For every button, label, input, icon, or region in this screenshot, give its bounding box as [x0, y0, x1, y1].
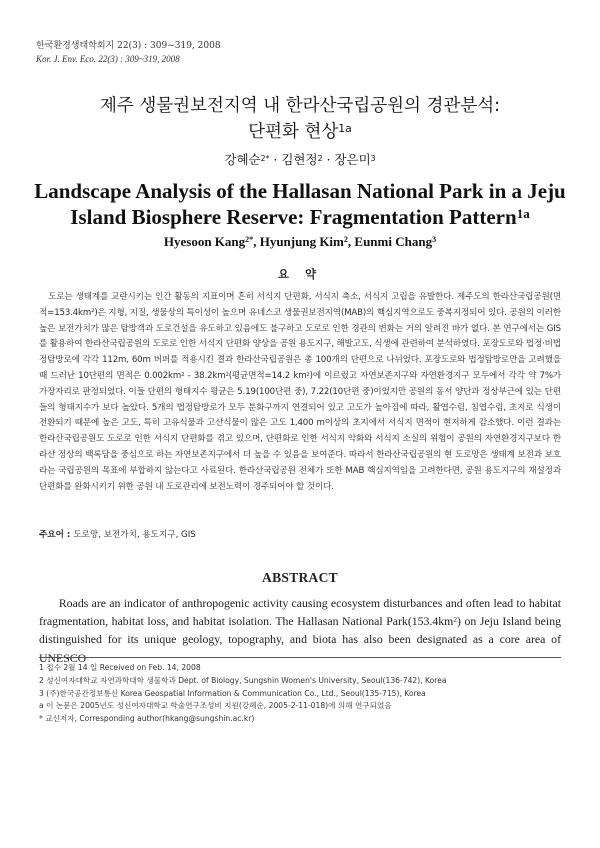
author-ko-2: 김현정	[281, 152, 318, 167]
title-english-line2	[0, 204, 600, 230]
journal-header	[36, 40, 221, 66]
abstract-english	[39, 594, 561, 667]
title-korean-line2	[0, 119, 600, 145]
summary-heading: 요 약	[277, 267, 323, 281]
author-ko-1-mark: 2*	[260, 153, 270, 163]
title-korean-footnote-mark: 1a	[338, 122, 352, 136]
author-en-1: Hyesoon Kang	[163, 234, 246, 249]
footnote-divider	[39, 657, 561, 658]
keywords	[39, 528, 196, 540]
title-english-line2-text: Island Biosphere Reserve: Fragmentation Pattern	[70, 205, 517, 229]
abstract-en-sup1: 2	[453, 614, 458, 624]
abstract-en-part1: Roads are an indicator of anthropogenic activity causing ecosystem disturbances and often lead to habitat fragmentation, habitat loss, and habitat isolation. The Hallasan National Park(153.4km	[39, 596, 561, 629]
footnote-affiliation-3: 3 (주)한국공간정보통신 Korea Geospatial Information & Communication Co., Ltd., Seoul(135-715), Korea	[39, 688, 426, 698]
footnotes	[39, 662, 447, 726]
title-english-line1: Landscape Analysis of the Hallasan National Park in a Jeju	[34, 179, 566, 203]
author-ko-3-mark: 3	[370, 153, 376, 163]
authors-english	[0, 234, 600, 250]
title-korean	[0, 93, 600, 145]
author-ko-3: 장은미	[334, 152, 371, 167]
abstract-ko-part5: )에 이르렀고 자연보존지구와 자연환경지구 모두에서 각각 약 7%가 가장자리로 판정되었다. 이들 단편의 형태지수 평균은 5.19(100단편 중), 7.22(10단편 중)이었지만 공원의 동서 양단과 정상부근에 있는 단편들의 형태지수가 보다 높았다. 5개의 법정탐방로가 모두 분화구까지 연결되어 있고 고도가 높아짐에 따라, 활엽수림, 침엽수림, 초지로 식생이 전환되기 때문에 높은 고도, 특히 고유식물과 고산식물이 많은 고도 1,400 m이상의 초지에서 서식지 면적이 현저하게 감소했다. 이런 결과는 한라산국립공원도 도로로 인한 서식지 단편화를 겪고 있으며, 단편화로 인한 서식지 악화와 서식지 소실의 위험이 공원의 자연환경지구보다 한라산 정상의 백록담을 중심으로 하는 자연보존지구에서 더 높을 수 있음을 보여준다. 따라서 한라산국립공원의 현 도로망은 생태계 보전과 보호라는 국립공원의 목표에 부합하지 않는다고 사료된다. 한라산국립공원 전체가 또한 MAB 핵심지역임을 고려한다면, 공원 용도지구의 재설정과 단편화를 완화시키기 위한 공원 내 도로관리에 보전노력이 경주되어야 할 것이다.	[39, 370, 562, 492]
abstract-en-part2: ) on Jeju Island being distinguished for its unique geology, topography, and biota has also been designated as a core area of UNESCO	[39, 614, 561, 665]
author-ko-1: 강혜순	[224, 152, 261, 167]
keywords-text: 도로망, 보전가치, 용도지구, GIS	[73, 530, 196, 540]
abstract-ko-sup4: 2	[306, 371, 310, 378]
footnote-affiliation-2: 2 성신여자대학교 자연과학대학 생물학과 Dept. of Biology, Sungshin Women's University, Seoul(136-742), Korea	[39, 675, 447, 685]
abstract-ko-sup2: 2	[181, 371, 185, 378]
abstract-korean	[39, 290, 561, 495]
abstract-ko-part2: )은 지형, 지질, 생물상의 특이성이 높으며 유네스코 생물권보전지역(MAB)의 핵심지역으로도 중복지정되어 있다. 공원의 이러한 높은 보전가치가 많은 탐방객과 도로건설을 유도하고 있음에도 불구하고 도로로 인한 경관의 변화는 거의 알려진 바가 없다. 본 연구에서는 GIS를 활용하여 한라산국립공원의 도로로 인한 서식지 단편화 양상을 공원 용도지구, 해발고도, 식생에 관련하여 분석하였다. 포장도로와 법정·비법정탐방로에 각각 112m, 60m 버퍼를 적용시킨 결과 한라산국립공원은 총 100개의 단편으로 나뉘었다. 포장도로와 법정탐방로만을 고려했을 때 드러난 10단편의 면적은 0.002km	[39, 307, 561, 381]
author-separator: ·	[322, 152, 335, 167]
author-en-2-mark: 2	[343, 235, 348, 245]
journal-citation-ko: 한국환경생태학회지 22(3) : 309~319, 2008	[36, 41, 221, 51]
title-english	[0, 178, 600, 230]
author-en-separator: ,	[253, 234, 260, 249]
title-korean-line2-text: 단편화 현상	[248, 122, 339, 142]
title-english-footnote-mark: 1a	[516, 206, 530, 222]
footnote-received: 1 접수 2월 14 일 Received on Feb. 14, 2008	[39, 663, 201, 672]
author-ko-2-mark: 2	[317, 153, 323, 163]
author-en-2: Hyunjung Kim	[259, 234, 344, 249]
abstract-ko-part3: - 38.2km	[184, 370, 226, 381]
footnote-corresponding-author: * 교신저자, Corresponding author(hkang@sungshin.ac.kr)	[39, 714, 255, 724]
author-en-3: Eunmi Chang	[354, 234, 433, 249]
author-en-1-mark: 2*	[245, 235, 254, 245]
abstract-ko-part4: (평균면적=14.2 km	[228, 370, 307, 381]
authors-korean	[0, 150, 600, 168]
abstract-ko-part1: 도로는 생태계를 교란시키는 인간 활동의 지표이며 흔히 서식지 단편화, 서식지 축소, 서식지 고립을 유발한다. 제주도의 한라산국립공원(면적=153.4km	[39, 292, 561, 318]
abstract-heading: ABSTRACT	[262, 570, 338, 585]
keywords-label: 주요어 :	[39, 530, 74, 540]
author-separator: ·	[269, 152, 282, 167]
author-en-3-mark: 3	[432, 235, 437, 245]
footnote-funding: a 이 논문은 2005년도 성신여자대학교 학술연구조성비 지원(강혜순, 2005-2-11-018)에 의해 연구되었음	[39, 701, 392, 711]
abstract-ko-sup1: 2	[91, 308, 95, 315]
title-korean-line1: 제주 생물권보전지역 내 한라산국립공원의 경관분석:	[99, 96, 501, 116]
journal-citation-en: Kor. J. Env. Eco. 22(3) : 309~319, 2008	[36, 54, 180, 64]
abstract-ko-sup3: 2	[225, 371, 229, 378]
author-en-separator: ,	[347, 234, 355, 249]
